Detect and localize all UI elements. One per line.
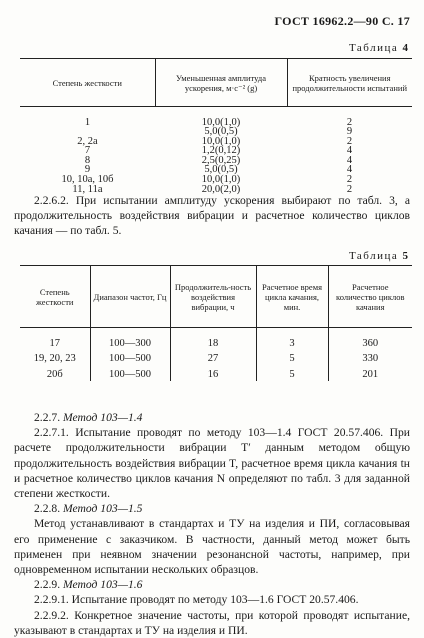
table-cell: 8	[84, 154, 91, 166]
table5-header-kolichestvo: Расчетное количество циклов качания	[328, 266, 412, 328]
table-cell: 20,0(2,0)	[201, 183, 241, 195]
table-cell: 100—500	[90, 367, 170, 382]
table-5	[20, 265, 412, 381]
table-cell: 19, 20, 23	[33, 353, 76, 365]
table-row	[20, 367, 412, 382]
table4-caption	[349, 42, 408, 54]
table-cell: 360	[328, 336, 412, 352]
table4-caption-label: Таблица	[348, 42, 399, 54]
table4-body	[20, 107, 412, 195]
heading-2-2-7: 2.2.7. Метод 103—1.4	[34, 411, 143, 424]
paragraph-2-2-6-2: 2.2.6.2. При испытании амплитуду ускорения выбирают по табл. 3, а продолжительность воздействия вибрации и расчетное количество циклов качания — по табл. 5.	[14, 194, 410, 238]
table-cell: 18	[170, 336, 256, 352]
table-cell: 2	[346, 135, 353, 147]
table-cell: 1,2(0,12)	[201, 145, 241, 157]
table4-header-amplituda: Уменьшенная амплитуда ускорения, м·с⁻² (g)	[155, 59, 287, 107]
table-4	[20, 58, 412, 194]
table5-caption	[349, 250, 408, 262]
table-cell: 20б	[46, 368, 63, 380]
table-cell: 16	[170, 367, 256, 382]
table-cell: 11, 11а	[72, 183, 103, 195]
table5-header-stepen: Степень жесткости	[20, 266, 90, 328]
table-cell: 17	[49, 337, 60, 349]
paragraph-2-2-9-1: 2.2.9.1. Испытание проводят по методу 103—1.6 ГОСТ 20.57.406.	[34, 593, 359, 607]
table5-header-diapazon: Диапазон частот, Гц	[90, 266, 170, 328]
table-cell: 2,5(0,25)	[201, 154, 241, 166]
section-body	[14, 410, 410, 638]
table5-body	[20, 328, 412, 382]
table5-header-prodolzhitelnost: Продолжитель-ность воздействия вибрации, ч	[170, 266, 256, 328]
table-cell: 10,0(1,0)	[201, 116, 241, 128]
table-cell: 10, 10а, 10б	[61, 174, 114, 186]
table-cell: 2	[346, 174, 353, 186]
table-cell: 100—300	[90, 336, 170, 352]
table-cell: 5	[256, 351, 328, 367]
table-cell: 1	[84, 116, 91, 128]
table-cell: 7	[84, 145, 91, 157]
table-row	[20, 351, 412, 367]
table4-caption-number: 4	[402, 42, 408, 54]
table-cell: 10,0(1,0)	[201, 174, 241, 186]
paragraph-2-2-8: Метод устанавливают в стандартах и ТУ на изделия и ПИ, согласовывая его применение с заказчиком. В частности, данный метод может быть применен при неявном значении резонансной частоты, например, при одновременном испытании нескольких образцов.	[14, 517, 410, 577]
table-cell: 4	[346, 164, 353, 176]
table-cell: 27	[170, 351, 256, 367]
table4-header-stepen: Степень жесткости	[20, 59, 155, 107]
table-cell: 5,0(0,5)	[204, 126, 238, 138]
table-cell: 9	[346, 126, 353, 138]
table-cell: 2, 2а	[77, 135, 98, 147]
table-cell: 201	[328, 367, 412, 382]
table4-header-kratnost: Кратность увеличения продолжительности испытаний	[287, 59, 412, 107]
table-cell: 5,0(0,5)	[204, 164, 238, 176]
paragraph-2-2-9-2: 2.2.9.2. Конкретное значение частоты, при которой проводят испытание, указывают в стандартах и ТУ на изделия и ПИ.	[14, 608, 410, 637]
table-cell: 4	[346, 145, 353, 157]
table-cell: 100—500	[90, 351, 170, 367]
table-cell: 2	[346, 116, 353, 128]
heading-2-2-9: 2.2.9. Метод 103—1.6	[34, 578, 143, 592]
page-header: ГОСТ 16962.2—90 С. 17	[274, 14, 410, 28]
table5-header-vremya: Расчетное время цикла качания, мин.	[256, 266, 328, 328]
heading-2-2-8: 2.2.8. Метод 103—1.5	[34, 502, 143, 516]
table-cell: 10,0(1,0)	[201, 135, 241, 147]
table5-caption-number: 5	[402, 250, 408, 262]
table-cell: 2	[346, 183, 353, 195]
table-cell: 9	[84, 164, 91, 176]
table5-caption-label: Таблица	[348, 250, 399, 262]
table-row	[20, 336, 412, 352]
table-cell: 330	[328, 351, 412, 367]
paragraph-2-2-7-1: 2.2.7.1. Испытание проводят по методу 103—1.4 ГОСТ 20.57.406. При расчете продолжительности вибрации T′ данным методом общую продолжительность воздействия вибрации T, расчетное время цикла качания tн и расчетное количество циклов качания N определяют по табл. 3 для заданной степени жесткости.	[14, 426, 410, 501]
table-cell: 4	[346, 154, 353, 166]
table-cell: 3	[256, 336, 328, 352]
table-cell: 5	[256, 367, 328, 382]
